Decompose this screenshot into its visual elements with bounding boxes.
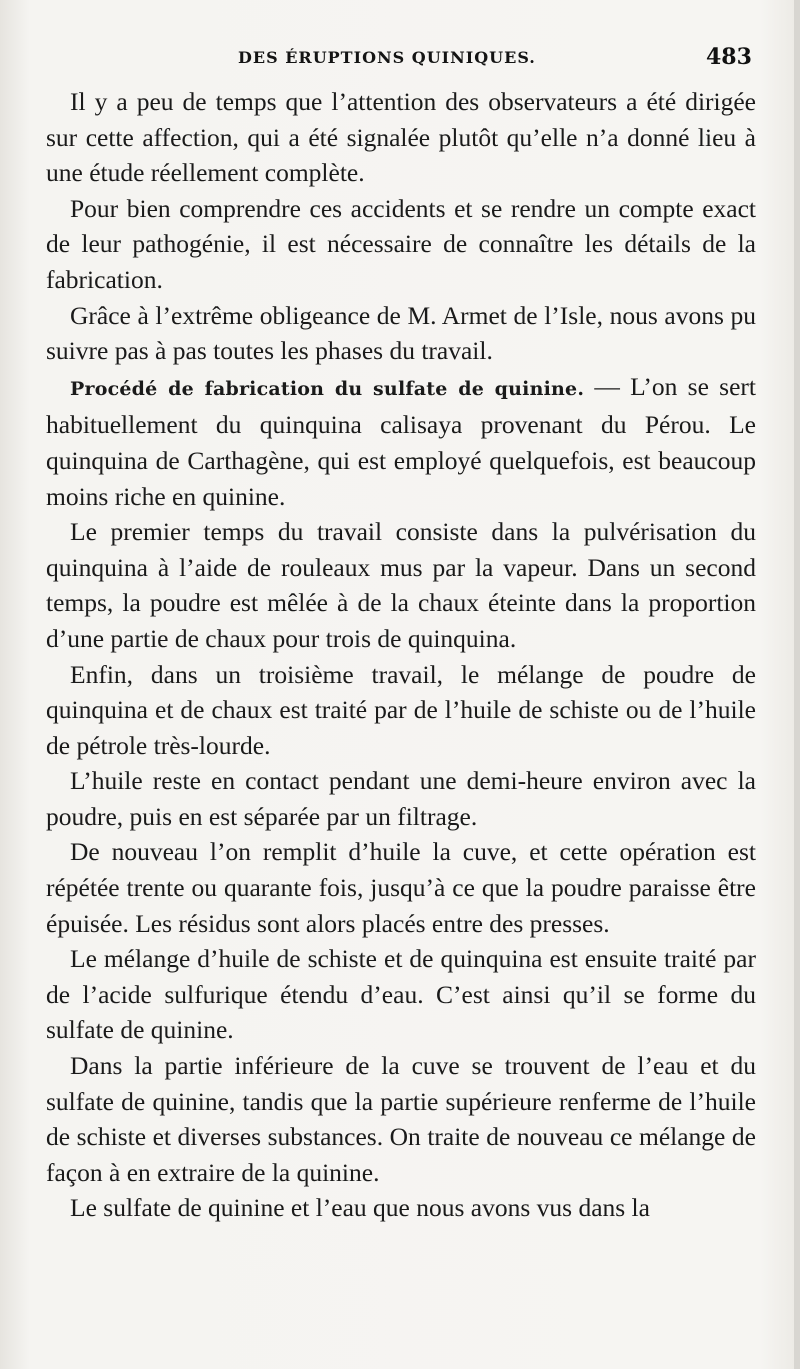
- section-text: — L’on se sert habituellement du quinquina calisaya provenant du Pérou. Le quinquina de Carthagène, qui est employé quelquefois, est beaucoup moins riche en quinine.: [46, 371, 756, 511]
- paragraph: L’huile reste en contact pendant une demi-heure environ avec la poudre, puis en est séparée par un filtrage.: [46, 766, 756, 831]
- section-paragraph: [46, 369, 756, 514]
- body-text: [46, 84, 756, 1226]
- page-header: [0, 42, 800, 78]
- paragraph: Le mélange d’huile de schiste et de quinquina est ensuite traité par de l’acide sulfurique étendu d’eau. C’est ainsi qu’il se forme du sulfate de quinine.: [46, 944, 756, 1045]
- running-title: DES ÉRUPTIONS QUINIQUES.: [238, 48, 536, 67]
- paragraph: De nouveau l’on remplit d’huile la cuve, et cette opération est répétée trente ou quarante fois, jusqu’à ce que la poudre paraisse être épuisée. Les résidus sont alors placés entre des presses.: [46, 837, 756, 938]
- paragraph: Dans la partie inférieure de la cuve se trouvent de l’eau et du sulfate de quinine, tandis que la partie supérieure renferme de l’huile de schiste et diverses substances. On traite de nouveau ce mélange de façon à en extraire de la quinine.: [46, 1051, 756, 1187]
- page-edge: [794, 0, 800, 1369]
- paragraph: Grâce à l’extrême obligeance de M. Armet de l’Isle, nous avons pu suivre pas à pas toutes les phases du travail.: [46, 300, 756, 366]
- paragraph: Pour bien comprendre ces accidents et se rendre un compte exact de leur pathogénie, il est nécessaire de connaître les détails de la fabrication.: [46, 193, 756, 294]
- page-number: 483: [706, 44, 752, 70]
- section-heading: Procédé de fabrication du sulfate de quinine.: [70, 377, 585, 400]
- paragraph: Le premier temps du travail consiste dans la pulvérisation du quinquina à l’aide de rouleaux mus par la vapeur. Dans un second temps, la poudre est mêlée à de la chaux éteinte dans la proportion d’une partie de chaux pour trois de quinquina.: [46, 517, 756, 653]
- paragraph: Il y a peu de temps que l’attention des observateurs a été dirigée sur cette affection, qui a été signalée plutôt qu’elle n’a donné lieu à une étude réellement complète.: [46, 87, 756, 188]
- paragraph: Enfin, dans un troisième travail, le mélange de poudre de quinquina et de chaux est traité par de l’huile de schiste ou de l’huile de pétrole très-lourde.: [46, 659, 756, 760]
- paragraph: Le sulfate de quinine et l’eau que nous avons vus dans la: [70, 1193, 650, 1223]
